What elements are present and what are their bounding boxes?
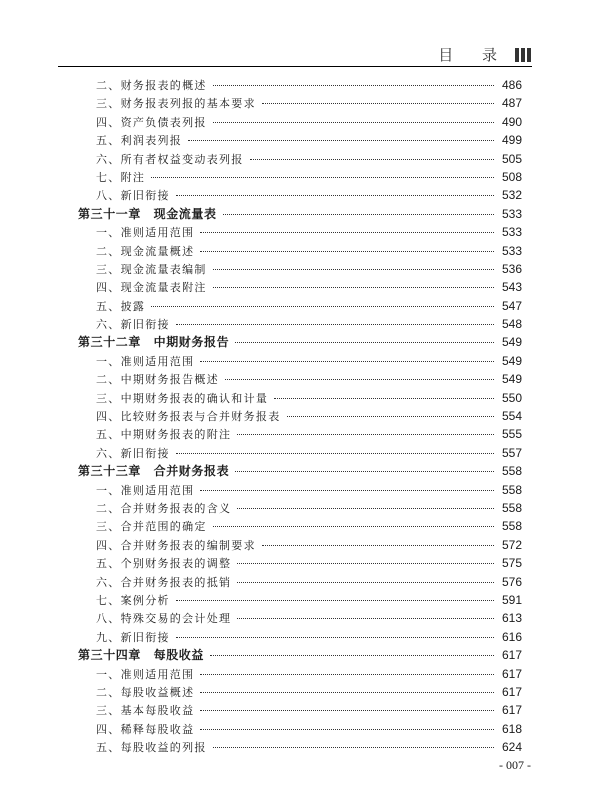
dot-leader [213,747,494,748]
dot-leader [176,637,494,638]
toc-entry-page: 558 [501,482,522,497]
dot-leader [235,471,494,472]
toc-entry-page: 536 [501,261,522,276]
toc-section-entry[interactable] [78,591,522,609]
toc-entry-page: 548 [501,317,522,332]
toc-section-entry[interactable] [78,297,522,315]
toc-entry-title: 三、现金流量表编制 [96,262,207,276]
toc-entry-page: 617 [501,666,522,681]
toc-section-entry[interactable] [78,628,522,646]
dot-leader [237,618,494,619]
toc-section-entry[interactable] [78,665,522,683]
toc-entry-page: 575 [501,556,522,571]
toc-entry-title: 一、准则适用范围 [96,667,195,681]
dot-leader [250,159,494,160]
toc-entry-page: 490 [501,114,522,129]
toc-entry-page: 549 [501,372,522,387]
toc-entry-page: 549 [501,353,522,368]
toc-entry-page: 624 [501,740,522,755]
toc-entry-page: 617 [501,684,522,699]
toc-entry-title: 二、现金流量概述 [96,244,195,258]
toc-section-entry[interactable] [78,186,522,204]
toc-chapter-entry[interactable] [78,646,522,664]
toc-entry-title: 二、合并财务报表的含义 [96,501,232,515]
toc-entry-title: 七、案例分析 [96,593,170,607]
toc-entry-page: 558 [501,464,522,479]
toc-section-entry[interactable] [78,370,522,388]
toc-chapter-entry[interactable] [78,205,522,223]
dot-leader [237,582,494,583]
toc-section-entry[interactable] [78,444,522,462]
toc-entry-title: 二、每股收益概述 [96,685,195,699]
dot-leader [200,674,494,675]
toc-entry-page: 554 [501,409,522,424]
toc-entry-title: 三、中期财务报表的确认和计量 [96,391,269,405]
toc-entry-page: 499 [501,133,522,148]
header-bar [515,48,519,62]
toc-entry-page: 555 [501,427,522,442]
running-header [438,44,531,65]
toc-entry-title: 四、资产负债表列报 [96,115,207,129]
toc-section-entry[interactable] [78,168,522,186]
toc-entry-title: 第三十四章 每股收益 [78,648,205,663]
toc-section-entry[interactable] [78,242,522,260]
toc-entry-title: 四、稀释每股收益 [96,722,195,736]
toc-entry-title: 六、新旧衔接 [96,318,170,332]
toc-section-entry[interactable] [78,389,522,407]
dot-leader [213,85,494,86]
toc-section-entry[interactable] [78,701,522,719]
toc-section-entry[interactable] [78,76,522,94]
dot-leader [176,195,494,196]
toc-section-entry[interactable] [78,223,522,241]
toc-entry-title: 五、披露 [96,299,146,313]
toc-entry-page: 576 [501,574,522,589]
dot-leader [176,324,494,325]
toc-entry-title: 六、合并财务报表的抵销 [96,575,232,589]
toc-entry-page: 616 [501,629,522,644]
dot-leader [200,490,494,491]
dot-leader [213,269,494,270]
toc-section-entry[interactable] [78,683,522,701]
dot-leader [237,563,494,564]
toc-section-entry[interactable] [78,573,522,591]
header-rule [58,66,532,67]
toc-entry-title: 八、新旧衔接 [96,189,170,203]
dot-leader [200,232,494,233]
toc-entry-page: 533 [501,225,522,240]
toc-entry-page: 558 [501,519,522,534]
dot-leader [274,398,494,399]
toc-entry-page: 533 [501,206,522,221]
toc-entry-page: 550 [501,390,522,405]
dot-leader [213,287,494,288]
header-bar [527,48,531,62]
toc-entry-title: 五、个别财务报表的调整 [96,557,232,571]
toc-entry-page: 543 [501,280,522,295]
toc-entry-page: 549 [501,335,522,350]
toc-entry-page: 618 [501,721,522,736]
dot-leader [237,508,494,509]
toc-entry-title: 三、合并范围的确定 [96,520,207,534]
dot-leader [200,251,494,252]
toc-entry-title: 四、合并财务报表的编制要求 [96,538,256,552]
dot-leader [237,434,494,435]
toc-section-entry[interactable] [78,481,522,499]
toc-entry-page: 532 [501,188,522,203]
toc-entry-page: 613 [501,611,522,626]
toc-chapter-entry[interactable] [78,462,522,480]
toc-entry-title: 四、现金流量表附注 [96,281,207,295]
toc-entry-title: 二、中期财务报告概述 [96,373,219,387]
toc-section-entry[interactable] [78,609,522,627]
dot-leader [235,342,494,343]
toc-entry-page: 617 [501,648,522,663]
toc-entry-title: 第三十三章 合并财务报表 [78,464,230,479]
toc-section-entry[interactable] [78,407,522,425]
dot-leader [176,600,494,601]
toc-entry-page: 572 [501,537,522,552]
toc-section-entry[interactable] [78,352,522,370]
toc-entry-page: 547 [501,298,522,313]
toc-entry-title: 第三十二章 中期财务报告 [78,335,230,350]
toc-entry-title: 一、准则适用范围 [96,226,195,240]
toc-section-entry[interactable] [78,738,522,756]
toc-entry-title: 第三十一章 现金流量表 [78,206,217,221]
toc-section-entry[interactable] [78,113,522,131]
toc-section-entry[interactable] [78,94,522,112]
toc-section-entry[interactable] [78,720,522,738]
toc-section-entry[interactable] [78,536,522,554]
dot-leader [200,692,494,693]
dot-leader [200,729,494,730]
toc-section-entry[interactable] [78,131,522,149]
dot-leader [188,140,494,141]
dot-leader [225,379,494,380]
toc-entry-title: 四、比较财务报表与合并财务报表 [96,410,281,424]
dot-leader [210,655,494,656]
toc-entry-title: 三、基本每股收益 [96,704,195,718]
toc-section-entry[interactable] [78,554,522,572]
header-bar [521,48,525,62]
toc-entry-title: 二、财务报表的概述 [96,79,207,92]
toc-entry-title: 五、利润表列报 [96,134,183,148]
dot-leader [200,361,494,362]
dot-leader [200,710,494,711]
dot-leader [151,306,494,307]
dot-leader [176,453,494,454]
toc-entry-page: 591 [501,592,522,607]
toc-entry-title: 七、附注 [96,170,146,184]
table-of-contents [78,76,522,756]
toc-entry-page: 617 [501,703,522,718]
toc-entry-title: 九、新旧衔接 [96,630,170,644]
toc-entry-page: 557 [501,445,522,460]
dot-leader [151,177,494,178]
toc-entry-page: 508 [501,169,522,184]
toc-section-entry[interactable] [78,425,522,443]
toc-entry-title: 五、中期财务报表的附注 [96,428,232,442]
toc-entry-page: 487 [501,96,522,111]
toc-section-entry[interactable] [78,517,522,535]
toc-entry-page: 505 [501,151,522,166]
toc-entry-title: 六、所有者权益变动表列报 [96,152,244,166]
toc-entry-title: 六、新旧衔接 [96,446,170,460]
toc-chapter-entry[interactable] [78,333,522,351]
page-number: - 007 - [499,758,531,772]
header-bars-ornament [515,48,531,62]
dot-leader [262,545,494,546]
toc-entry-title: 八、特殊交易的会计处理 [96,612,232,626]
toc-entry-title: 三、财务报表列报的基本要求 [96,97,256,111]
toc-entry-page: 533 [501,243,522,258]
dot-leader [262,103,494,104]
header-title: 目 录 [438,46,509,64]
toc-entry-title: 五、每股收益的列报 [96,741,207,755]
dot-leader [223,214,494,215]
toc-section-entry[interactable] [78,278,522,296]
dot-leader [213,526,494,527]
toc-section-entry[interactable] [78,315,522,333]
toc-section-entry[interactable] [78,499,522,517]
toc-entry-title: 一、准则适用范围 [96,483,195,497]
toc-entry-page: 558 [501,500,522,515]
toc-section-entry[interactable] [78,150,522,168]
toc-entry-page: 486 [501,78,522,92]
toc-section-entry[interactable] [78,260,522,278]
dot-leader [213,122,494,123]
toc-entry-title: 一、准则适用范围 [96,354,195,368]
dot-leader [287,416,495,417]
